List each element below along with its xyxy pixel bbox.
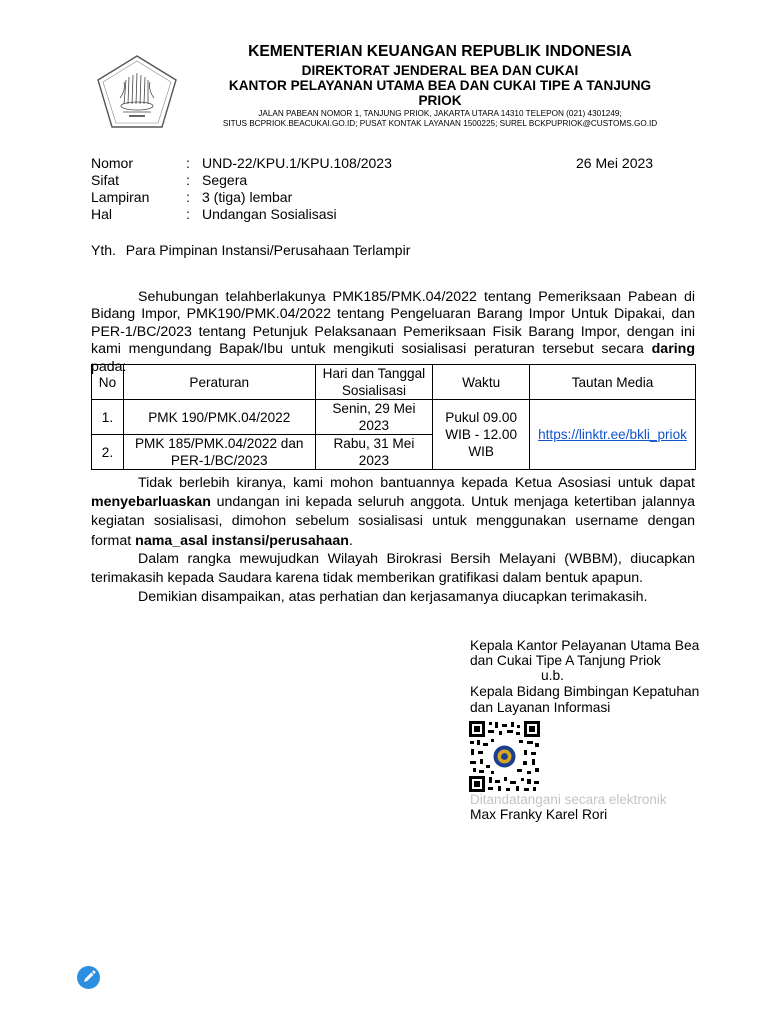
cell-hari: Rabu, 31 Mei 2023 [315, 435, 433, 470]
paragraph-request [91, 474, 695, 551]
header-hari: Hari dan Tanggal Sosialisasi [315, 365, 433, 400]
recipient-prefix: Yth. [91, 242, 116, 258]
meta-label-lampiran: Lampiran [91, 189, 150, 205]
edit-pen-button[interactable] [77, 966, 100, 989]
table-header-row [92, 365, 696, 400]
paragraph-request-text-c: . [348, 532, 353, 549]
office-name-line1: KANTOR PELAYANAN UTAMA BEA DAN CUKAI TIPE A TANJUNG [228, 78, 652, 93]
letter-date: 26 Mei 2023 [576, 155, 654, 171]
header-no: No [92, 365, 124, 400]
meta-label-nomor: Nomor [91, 155, 134, 171]
media-link[interactable]: https://linktr.ee/bkli_priok [538, 427, 687, 442]
office-name-line2: PRIOK [418, 93, 462, 108]
meta-sep: : [186, 189, 190, 205]
recipient [91, 242, 410, 258]
meta-value-nomor: UND-22/KPU.1/KPU.108/2023 [202, 155, 392, 171]
cell-hari: Senin, 29 Mei 2023 [315, 400, 433, 435]
meta-sep: : [186, 172, 190, 188]
meta-sep: : [186, 155, 190, 171]
cell-tautan [530, 400, 696, 470]
header-tautan: Tautan Media [530, 365, 696, 400]
meta-value-hal: Undangan Sosialisasi [202, 206, 337, 222]
letter-meta [91, 155, 695, 225]
paragraph-closing: Demikian disampaikan, atas perhatian dan kerjasamanya diucapkan terimakasih. [138, 589, 648, 605]
paragraph-request-text-b: undangan ini kepada seluruh anggota. Untuk menjaga ketertiban jalannya kegiatan sosialisasi, dimohon sebelum sosialisasi untuk menggunakan username dengan format [91, 494, 695, 549]
paragraph-request-text-a: Tidak berlebih kiranya, kami mohon bantuannya kepada Ketua Asosiasi untuk dapat [138, 475, 695, 491]
meta-label-sifat: Sifat [91, 172, 120, 188]
edit-pen-icon [77, 966, 100, 989]
signature-title-line1: Kepala Kantor Pelayanan Utama Bea [470, 638, 700, 653]
signatory-name: Max Franky Karel Rori [470, 807, 608, 822]
cell-peraturan: PMK 190/PMK.04/2022 [123, 400, 315, 435]
cell-waktu: Pukul 09.00 WIB - 12.00 WIB [433, 400, 530, 470]
paragraph-intro [91, 289, 695, 376]
cell-peraturan: PMK 185/PMK.04/2022 dan PER-1/BC/2023 [123, 435, 315, 470]
cell-no: 1. [92, 400, 124, 435]
meta-value-sifat: Segera [202, 172, 248, 188]
qr-code-icon [469, 721, 540, 792]
signature-ub: u.b. [541, 668, 565, 683]
paragraph-wbbm: Dalam rangka mewujudkan Wilayah Birokrasi Bersih Melayani (WBBM), diucapkan terimakasih kepada Saudara karena tidak memberikan gratifikasi dalam bentuk apapun. [91, 551, 695, 586]
electronic-signature-note: Ditandatangani secara elektronik [470, 792, 667, 807]
cell-no: 2. [92, 435, 124, 470]
signature-title-line2: dan Cukai Tipe A Tanjung Priok [470, 653, 661, 668]
paragraph-intro-text: Sehubungan telahberlakunya PMK185/PMK.04/2022 tentang Pemeriksaan Pabean di Bidang Impor, PMK190/PMK.04/2022 tentang Pengeluaran Barang Impor Untuk Dipakai, dan PER-1/BC/2023 tentang Petunjuk Pelaksanaan Pemeriksaan Fisik Barang Impor, dengan ini kami mengundang Bapak/Ibu untuk mengikuti sosialisasi peraturan tersebut secara [91, 289, 695, 358]
signature-title-line4: Kepala Bidang Bimbingan Kepatuhan [470, 684, 700, 699]
recipient-name: Para Pimpinan Instansi/Perusahaan Terlampir [125, 242, 411, 258]
emphasis-menyebarluaskan: menyebarluaskan [91, 494, 211, 511]
ministry-emblem-icon [96, 54, 178, 130]
header-peraturan: Peraturan [123, 365, 315, 400]
ministry-name: KEMENTERIAN KEUANGAN REPUBLIK INDONESIA [248, 43, 632, 60]
office-address-line2: SITUS BCPRIOK.BEACUKAI.GO.ID; PUSAT KONTAK LAYANAN 1500225; SUREL BCKPUPRIOK@CUSTOMS.GO.ID [222, 119, 658, 128]
meta-label-hal: Hal [91, 206, 113, 222]
meta-value-lampiran: 3 (tiga) lembar [202, 189, 293, 205]
paragraph-intro-end: pada: [91, 358, 127, 375]
header-waktu: Waktu [433, 365, 530, 400]
meta-sep: : [186, 206, 190, 222]
letterhead [0, 0, 768, 140]
signature-title-line5: dan Layanan Informasi [470, 700, 611, 715]
table-row [92, 400, 696, 435]
directorate-name: DIREKTORAT JENDERAL BEA DAN CUKAI [301, 63, 579, 78]
emphasis-daring: daring [651, 341, 695, 358]
schedule-table [91, 364, 696, 470]
emphasis-username-format: nama_asal instansi/perusahaan [135, 532, 349, 549]
office-address-line1: JALAN PABEAN NOMOR 1, TANJUNG PRIOK, JAKARTA UTARA 14310 TELEPON (021) 4301249; [258, 109, 622, 118]
